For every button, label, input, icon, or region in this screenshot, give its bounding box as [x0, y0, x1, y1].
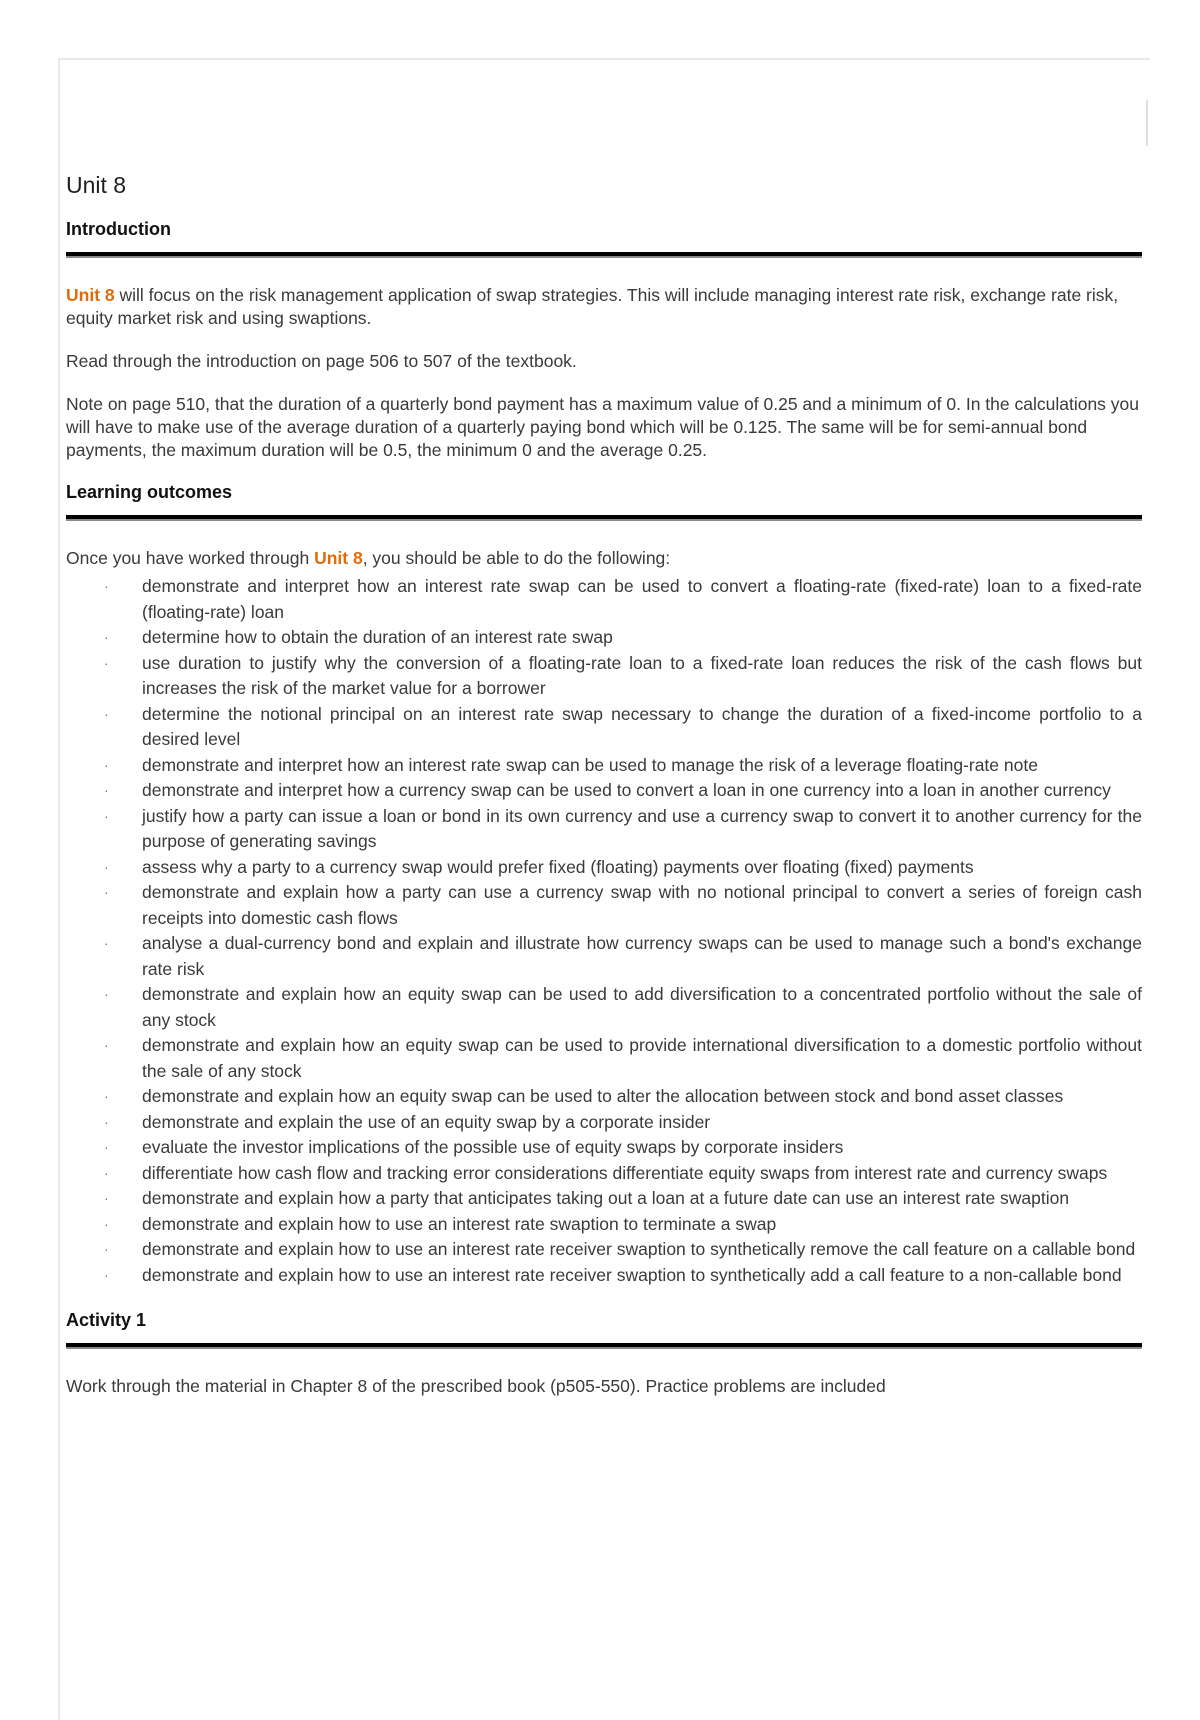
learning-outcome-item: [66, 1186, 1142, 1212]
unit-link-text: Unit 8: [314, 548, 363, 568]
bullet-marker: ·: [104, 807, 109, 824]
learning-outcome-item: [66, 1212, 1142, 1238]
reading-instruction: Read through the introduction on page 506 to 507 of the textbook.: [66, 351, 577, 371]
bullet-marker: ·: [104, 1164, 109, 1181]
learning-outcome-text: demonstrate and explain how a party that anticipates taking out a loan at a future date can use an interest rate swaption: [142, 1188, 1070, 1208]
bullet-marker: ·: [104, 858, 109, 875]
unit-title: Unit 8: [66, 172, 127, 198]
bullet-marker: ·: [104, 629, 109, 645]
learning-outcomes-heading: Learning outcomes: [66, 482, 233, 502]
bullet-marker: ·: [104, 1113, 109, 1130]
learning-outcome-text: demonstrate and explain how to use an interest rate swaption to terminate a swap: [142, 1213, 777, 1234]
bullet-marker: ·: [104, 1241, 109, 1257]
learning-outcome-item: [66, 1110, 1142, 1136]
learning-outcome-item: [66, 1237, 1142, 1263]
learning-outcome-item: [66, 931, 1142, 982]
section-divider: [66, 252, 1142, 258]
learning-outcome-item: [66, 804, 1142, 855]
learning-outcome-text: determine the notional principal on an interest rate swap necessary to change the duration of a fixed-income portfolio to a desired level: [142, 703, 1142, 749]
outcomes-intro: [66, 547, 1142, 570]
learning-outcome-text: demonstrate and interpret how a currency swap can be used to convert a loan in one currency into a loan in another currency: [142, 780, 1111, 800]
learning-outcome-text: demonstrate and explain how an equity swap can be used to add diversification to a concentrated portfolio without the sale of any stock: [142, 984, 1142, 1030]
bullet-marker: ·: [104, 884, 109, 900]
learning-outcome-text: use duration to justify why the conversion of a floating-rate loan to a fixed-rate loan reduces the risk of the cash flows but increases the risk of the market value for a borrower: [142, 652, 1142, 698]
bullet-marker: ·: [104, 1190, 109, 1206]
learning-outcome-item: [66, 778, 1142, 804]
learning-outcome-item: [66, 753, 1142, 779]
learning-outcome-text: demonstrate and explain how a party can use a currency swap with no notional principal to convert a series of foreign cash receipts into domestic cash flows: [142, 882, 1142, 928]
introduction-heading: Introduction: [66, 219, 171, 239]
outcomes-intro-text: Once you have worked through: [66, 548, 315, 568]
learning-outcome-text: analyse a dual-currency bond and explain and illustrate how currency swaps can be used to manage such a bond's exchange rate risk: [142, 933, 1142, 979]
learning-outcome-text: justify how a party can issue a loan or bond in its own currency and use a currency swap to convert it to another currency for the purpose of generating savings: [142, 805, 1142, 851]
bullet-marker: ·: [104, 986, 109, 1002]
outcomes-intro-text-end: , you should be able to do the following:: [362, 548, 671, 568]
bullet-marker: ·: [104, 1215, 109, 1232]
section-divider: [66, 515, 1142, 521]
learning-outcome-item: [66, 1084, 1142, 1110]
learning-outcome-text: assess why a party to a currency swap would prefer fixed (floating) payments over floating (fixed) payments: [142, 856, 974, 877]
bullet-marker: ·: [104, 1037, 109, 1053]
introduction-text: will focus on the risk management application of swap strategies. This will include managing interest rate risk, exchange rate risk, equity market risk and using swaptions.: [66, 285, 1119, 328]
activity-1-text: Work through the material in Chapter 8 of the prescribed book (p505-550). Practice problems are included: [66, 1376, 886, 1396]
learning-outcome-item: [66, 625, 1142, 651]
learning-outcome-text: demonstrate and interpret how an interest rate swap can be used to convert a floating-rate (fixed-rate) loan to a fixed-rate (floating-rate) loan: [142, 576, 1142, 622]
bullet-marker: ·: [104, 1139, 109, 1155]
learning-outcome-item: [66, 1033, 1142, 1084]
learning-outcome-text: evaluate the investor implications of the possible use of equity swaps by corporate insiders: [142, 1137, 844, 1157]
bullet-marker: ·: [104, 756, 109, 773]
bullet-marker: ·: [104, 578, 109, 594]
bullet-marker: ·: [104, 705, 109, 722]
bullet-marker: ·: [104, 654, 109, 671]
learning-outcome-text: demonstrate and explain how an equity swap can be used to provide international diversification to a domestic portfolio without the sale of any stock: [142, 1035, 1142, 1081]
learning-outcome-item: [66, 574, 1142, 625]
learning-outcome-text: demonstrate and explain the use of an equity swap by a corporate insider: [142, 1111, 711, 1132]
frame-edge-mark: [1146, 100, 1148, 146]
section-divider: [66, 1343, 1142, 1349]
bullet-marker: ·: [104, 1088, 109, 1104]
learning-outcome-item: [66, 702, 1142, 753]
duration-note: Note on page 510, that the duration of a quarterly bond payment has a maximum value of 0.25 and a minimum of 0. In the calculations you will have to make use of the average duration of a quarterly paying bond which will be 0.125. The same will be for semi-annual bond payments, the maximum duration will be 0.5, the minimum 0 and the average 0.25.: [66, 394, 1140, 460]
bullet-marker: ·: [104, 782, 109, 798]
bullet-marker: ·: [104, 935, 109, 951]
learning-outcome-text: determine how to obtain the duration of an interest rate swap: [142, 627, 613, 647]
learning-outcome-text: demonstrate and explain how to use an interest rate receiver swaption to synthetically add a call feature to a non-callable bond: [142, 1264, 1122, 1285]
learning-outcome-text: demonstrate and explain how to use an interest rate receiver swaption to synthetically remove the call feature on a callable bond: [142, 1239, 1136, 1259]
learning-outcome-item: [66, 1135, 1142, 1161]
learning-outcome-item: [66, 855, 1142, 881]
bullet-marker: ·: [104, 1266, 109, 1283]
learning-outcome-item: [66, 1263, 1142, 1289]
learning-outcome-text: demonstrate and explain how an equity swap can be used to alter the allocation between stock and bond asset classes: [142, 1086, 1064, 1106]
introduction-paragraph: [66, 284, 1142, 330]
learning-outcome-item: [66, 982, 1142, 1033]
document-content: [66, 172, 1142, 1418]
learning-outcome-item: [66, 1161, 1142, 1187]
unit-link-text: Unit 8: [66, 285, 115, 305]
learning-outcome-text: differentiate how cash flow and tracking error considerations differentiate equity swaps from interest rate and currency swaps: [142, 1162, 1108, 1183]
learning-outcome-text: demonstrate and interpret how an interest rate swap can be used to manage the risk of a leverage floating-rate note: [142, 754, 1038, 775]
learning-outcome-item: [66, 880, 1142, 931]
activity-1-heading: Activity 1: [66, 1310, 147, 1330]
learning-outcome-item: [66, 651, 1142, 702]
learning-outcomes-list: [66, 574, 1142, 1288]
